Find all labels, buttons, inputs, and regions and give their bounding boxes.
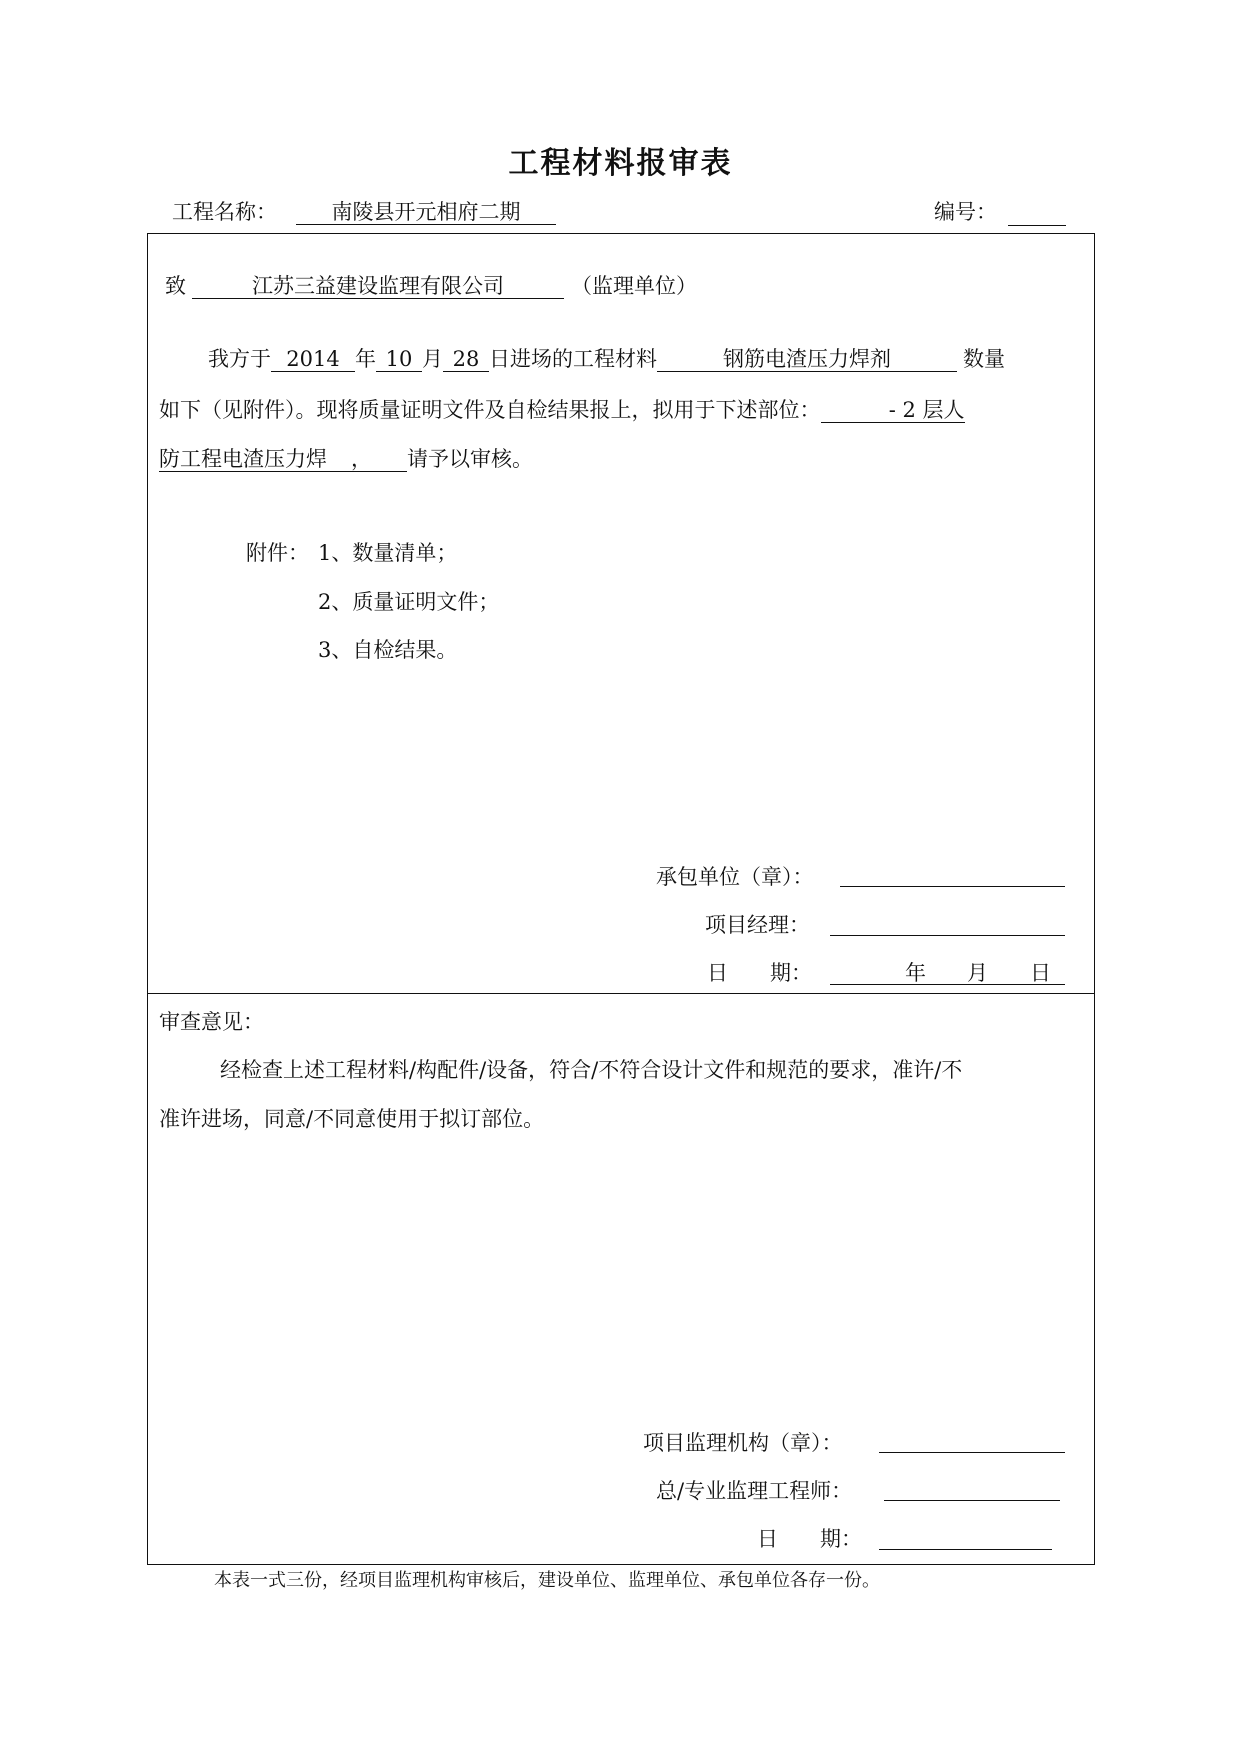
location-part-1: - 2 层人 <box>821 398 965 423</box>
attachment-item-3: 3、自检结果。 <box>318 638 458 662</box>
review-label: 审查意见： <box>159 1010 264 1034</box>
footer-note: 本表一式三份，经项目监理机构审核后，建设单位、监理单位、承包单位各存一份。 <box>214 1570 880 1591</box>
location-part-2 <box>159 447 407 472</box>
review-date-label: 日 期： <box>757 1527 862 1551</box>
entry-month: 10 <box>376 347 422 372</box>
entry-day: 28 <box>443 347 489 372</box>
review-text-line-1: 经检查上述工程材料/构配件/设备，符合/不符合设计文件和规范的要求，准许/不 <box>220 1058 963 1082</box>
paragraph-line-1 <box>208 346 1005 372</box>
supervisor-company: 江苏三益建设监理有限公司 <box>192 274 564 299</box>
attachment-item-1: 1、数量清单； <box>318 541 458 565</box>
date-year-unit: 年 <box>905 961 926 985</box>
review-text-line-2: 准许进场，同意/不同意使用于拟订部位。 <box>159 1107 545 1131</box>
supervision-org-signature-line <box>879 1452 1065 1453</box>
project-name-value <box>296 199 556 225</box>
p1-end: 数量 <box>963 347 1005 371</box>
project-manager-label: 项目经理： <box>705 913 810 937</box>
p1-mid: 日进场的工程材料 <box>489 347 657 371</box>
number-label: 编号： <box>934 200 997 224</box>
contractor-signature-line <box>840 886 1065 887</box>
project-manager-signature-line <box>830 935 1065 936</box>
attachment-item-2: 2、质量证明文件； <box>318 590 500 614</box>
supervisor-company-field <box>192 273 564 299</box>
review-date-line <box>879 1549 1052 1550</box>
location-comma: ， <box>351 447 372 471</box>
supervision-org-label: 项目监理机构（章）： <box>643 1431 843 1455</box>
project-name-label: 工程名称： <box>172 200 277 224</box>
form-frame <box>147 233 1095 1565</box>
p3-text: 请予以审核。 <box>407 447 533 471</box>
paragraph-line-2 <box>159 397 965 423</box>
number-underline <box>1008 225 1066 226</box>
submission-date-label: 日 期： <box>707 961 812 985</box>
p2-text: 如下（见附件）。现将质量证明文件及自检结果报上，拟用于下述部位： <box>159 398 821 422</box>
attachments-label: 附件： <box>246 541 309 565</box>
submission-date-field <box>830 960 1065 985</box>
entry-year: 2014 <box>271 347 355 372</box>
date-day-unit: 日 <box>1030 961 1051 985</box>
chief-engineer-signature-line <box>884 1500 1060 1501</box>
location-part-2-text: 防工程电渣压力焊 <box>159 447 327 471</box>
chief-engineer-label: 总/专业监理工程师： <box>656 1479 853 1503</box>
material-name: 钢筋电渣压力焊剂 <box>657 347 957 372</box>
page-title: 工程材料报审表 <box>508 146 733 181</box>
project-name-text: 南陵县开元相府二期 <box>296 200 556 225</box>
p1-start: 我方于 <box>208 347 271 371</box>
year-unit: 年 <box>355 347 376 371</box>
month-unit: 月 <box>422 347 443 371</box>
contractor-label: 承包单位（章）： <box>656 865 814 889</box>
date-month-unit: 月 <box>967 961 988 985</box>
section-divider <box>147 993 1095 994</box>
to-prefix: 致 <box>165 274 186 298</box>
paragraph-line-3 <box>159 446 533 472</box>
to-suffix: （监理单位） <box>571 274 697 298</box>
